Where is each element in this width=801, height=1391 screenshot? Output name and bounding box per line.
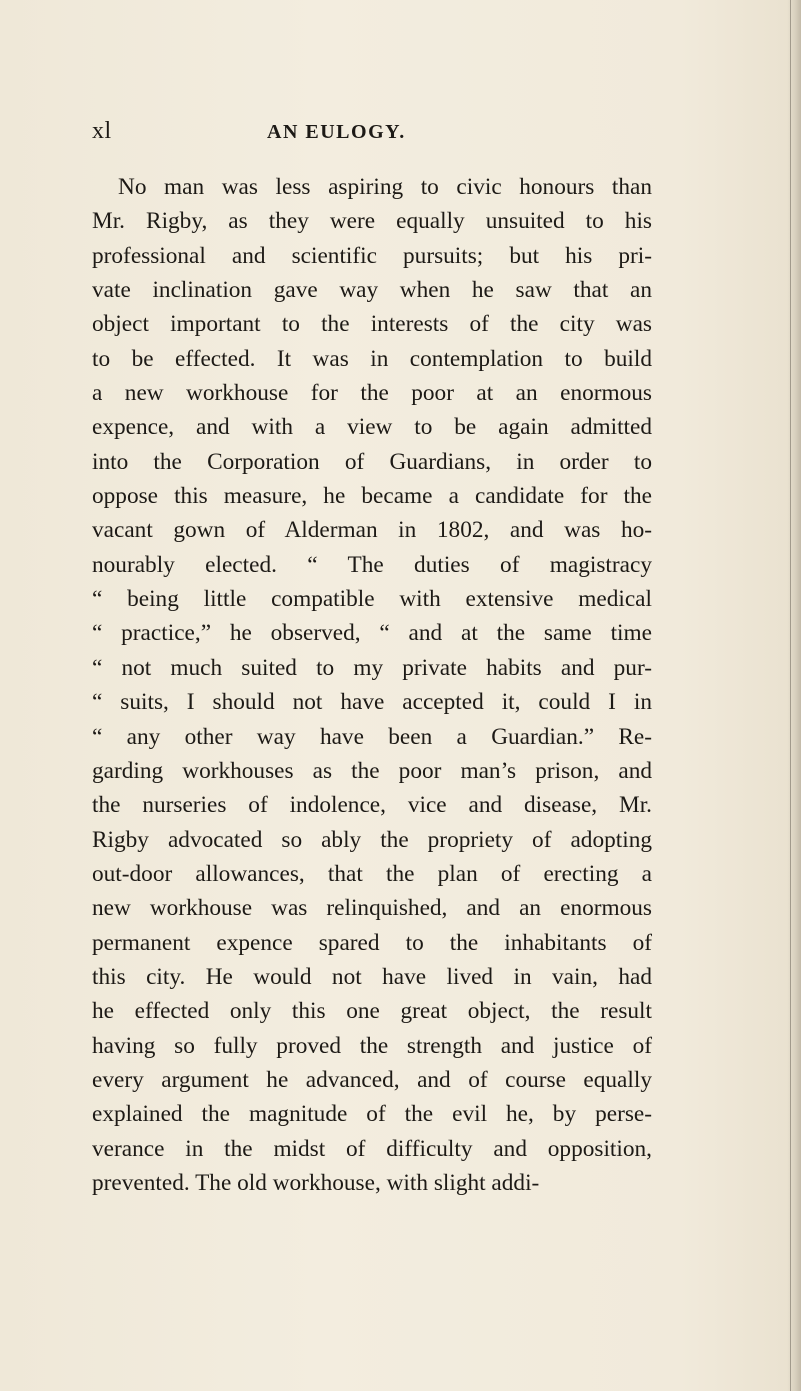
text-line: Mr. Rigby, as they were equally unsuited to his <box>92 208 652 235</box>
text-line: he effected only this one great object, the result <box>92 998 652 1025</box>
page-number: xl <box>92 118 112 144</box>
text-line: explained the magnitude of the evil he, by perse- <box>92 1101 652 1128</box>
text-line: prevented. The old workhouse, with slight addi- <box>92 1169 540 1196</box>
text-line: a new workhouse for the poor at an enormous <box>92 380 652 407</box>
text-line: object important to the interests of the city was <box>92 311 652 338</box>
text-line: nourably elected. “ The duties of magistracy <box>92 551 652 578</box>
page-header <box>92 118 632 148</box>
text-line: Rigby advocated so ably the propriety of adopting <box>92 826 652 853</box>
text-line: to be effected. It was in contemplation to build <box>92 345 652 372</box>
text-line: verance in the midst of difficulty and opposition, <box>92 1135 652 1162</box>
text-line: garding workhouses as the poor man’s prison, and <box>92 757 652 784</box>
text-line: oppose this measure, he became a candidate for the <box>92 483 652 510</box>
page-edge-line <box>790 0 791 1391</box>
text-line: vate inclination gave way when he saw that an <box>92 277 652 304</box>
text-line: professional and scientific pursuits; but his pri- <box>92 242 652 269</box>
text-line: “ not much suited to my private habits and pur- <box>92 654 652 681</box>
text-line: this city. He would not have lived in vain, had <box>92 963 652 990</box>
text-line: expence, and with a view to be again admitted <box>92 414 652 441</box>
text-line: into the Corporation of Guardians, in order to <box>92 448 652 475</box>
text-line: “ suits, I should not have accepted it, could I in <box>92 689 652 716</box>
text-line: the nurseries of indolence, vice and disease, Mr. <box>92 792 652 819</box>
text-line: new workhouse was relinquished, and an enormous <box>92 895 652 922</box>
text-line: every argument he advanced, and of course equally <box>92 1066 652 1093</box>
text-line: permanent expence spared to the inhabitants of <box>92 929 652 956</box>
body-text <box>92 170 652 1200</box>
running-head: AN EULOGY. <box>267 121 406 143</box>
text-line: having so fully proved the strength and justice of <box>92 1032 652 1059</box>
text-line: vacant gown of Alderman in 1802, and was ho- <box>92 517 652 544</box>
text-line: “ being little compatible with extensive medical <box>92 586 652 613</box>
text-line: “ practice,” he observed, “ and at the same time <box>92 620 652 647</box>
text-line: “ any other way have been a Guardian.” Re- <box>92 723 652 750</box>
text-line: No man was less aspiring to civic honours than <box>118 174 652 200</box>
text-line: out-door allowances, that the plan of erecting a <box>92 860 652 887</box>
